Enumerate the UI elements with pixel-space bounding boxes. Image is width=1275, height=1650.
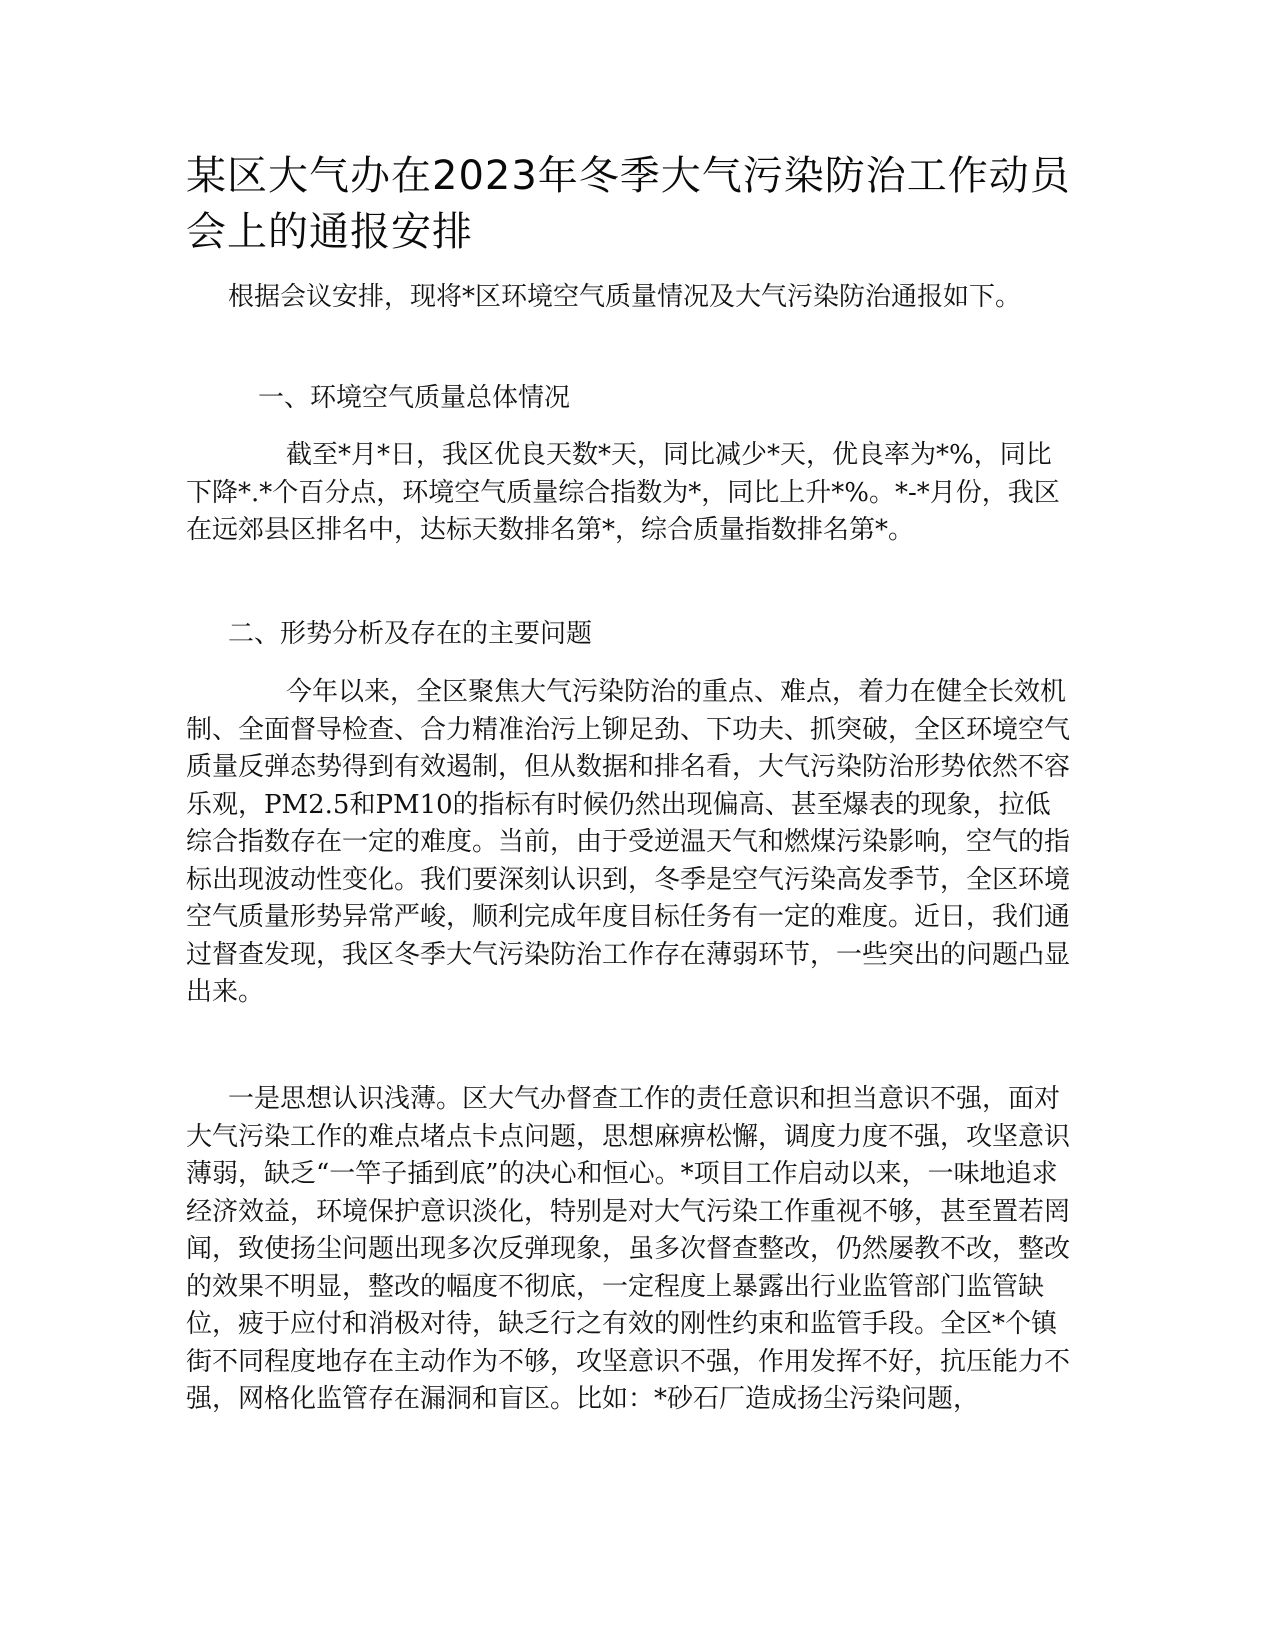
section-one-paragraph: 截至*月*日，我区优良天数*天，同比减少*天，优良率为*%，同比下降*.*个百分点，环境空气质量综合指数为*，同比上升*%。*-*月份，我区在远郊县区排名中，达标天数排名第*，综合质量指数排名第*。 bbox=[186, 440, 1060, 545]
intro-paragraph: 根据会议安排，现将*区环境空气质量情况及大气污染防治通报如下。 bbox=[228, 282, 1022, 312]
section-one-heading: 一、环境空气质量总体情况 bbox=[258, 383, 571, 413]
section-two-heading: 二、形势分析及存在的主要问题 bbox=[228, 619, 593, 649]
point-one-paragraph: 一是思想认识浅薄。区大气办督查工作的责任意识和担当意识不强，面对大气污染工作的难点堵点卡点问题，思想麻痹松懈，调度力度不强，攻坚意识薄弱，缺乏“一竿子插到底”的决心和恒心。*项目工作启动以来，一味地追求经济效益，环境保护意识淡化，特别是对大气污染工作重视不够，甚至置若罔闻，致使扬尘问题出现多次反弹现象，虽多次督查整改，仍然屡教不改，整改的效果不明显，整改的幅度不彻底，一定程度上暴露出行业监管部门监管缺位，疲于应付和消极对待，缺乏行之有效的刚性约束和监管手段。全区*个镇街不同程度地存在主动作为不够，攻坚意识不强，作用发挥不好，抗压能力不强，网格化监管存在漏洞和盲区。比如：*砂石厂造成扬尘污染问题， bbox=[186, 1084, 1071, 1414]
section-two-paragraph: 今年以来，全区聚焦大气污染防治的重点、难点，着力在健全长效机制、全面督导检查、合力精准治污上铆足劲、下功夫、抓突破，全区环境空气质量反弹态势得到有效遏制，但从数据和排名看，大气污染防治形势依然不容乐观，PM2.5和PM10的指标有时候仍然出现偏高、甚至爆表的现象，拉低综合指数存在一定的难度。当前，由于受逆温天气和燃煤污染影响，空气的指标出现波动性变化。我们要深刻认识到，冬季是空气污染高发季节，全区环境空气质量形势异常严峻，顺利完成年度目标任务有一定的难度。近日，我们通过督查发现，我区冬季大气污染防治工作存在薄弱环节，一些突出的问题凸显出来。 bbox=[186, 677, 1071, 1007]
document-title: 某区大气办在2023年冬季大气污染防治工作动员会上的通报安排 bbox=[186, 153, 1071, 255]
